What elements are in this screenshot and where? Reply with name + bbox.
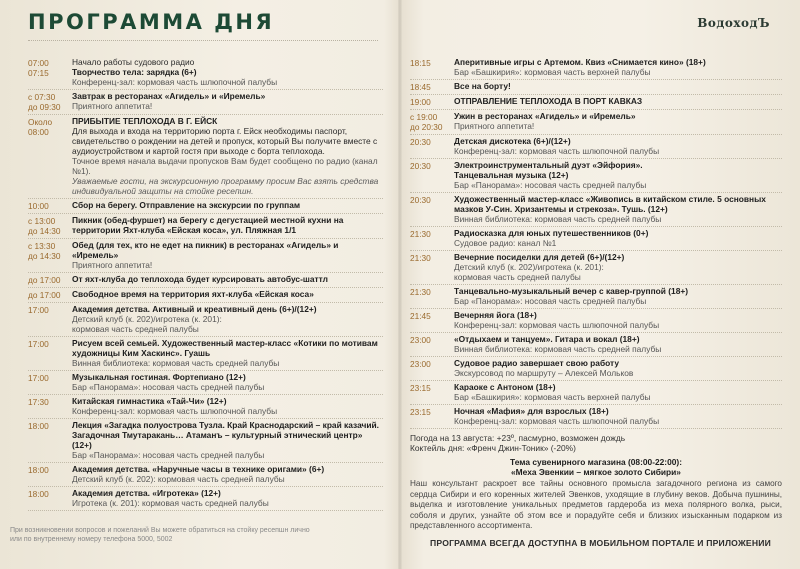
event-body (454, 358, 782, 378)
event-title: Судовое радио завершает свою работу (454, 358, 619, 368)
time-label: 17:00 (28, 339, 49, 349)
event-body (454, 136, 782, 156)
event-body (454, 252, 782, 282)
event-body (72, 240, 383, 270)
event-body (72, 200, 383, 211)
event-time (28, 116, 72, 196)
event-title: Академия детства. «Игротека» (12+) (72, 488, 221, 498)
event-detail: кормовая часть средней палубы (72, 324, 199, 334)
info-block (410, 433, 782, 453)
schedule-row (28, 371, 383, 395)
event-body (72, 304, 383, 334)
event-time (28, 274, 72, 285)
schedule-right-list (410, 56, 782, 429)
event-time (28, 289, 72, 300)
event-title: Радиосказка для юных путешественников (0+) (454, 228, 649, 238)
schedule-row (410, 381, 782, 405)
time-label: 17:00 (28, 305, 49, 315)
event-detail: Детский клуб (к. 202)/игротека (к. 201): (72, 314, 222, 324)
event-detail: Конференц-зал: кормовая часть шлюпочной палубы (454, 146, 660, 156)
event-body (454, 334, 782, 354)
event-time (410, 160, 454, 190)
event-title: Все на борту! (454, 81, 511, 91)
schedule-row (410, 80, 782, 95)
event-body (72, 57, 383, 87)
event-body (72, 488, 383, 508)
event-title: Творчество тела: зарядка (6+) (72, 67, 197, 77)
event-time (28, 200, 72, 211)
time-label: с 07:30 (28, 92, 56, 102)
event-title: Музыкальная гостиная. Фортепиано (12+) (72, 372, 246, 382)
schedule-row (410, 135, 782, 159)
event-body (454, 228, 782, 248)
event-title: Танцевальная музыка (12+) (454, 170, 569, 180)
event-body (72, 464, 383, 484)
time-label: 23:00 (410, 359, 431, 369)
event-detail: Бар «Панорама»: носовая часть средней палубы (72, 382, 265, 392)
event-title: Детская дискотека (6+)/(12+) (454, 136, 571, 146)
cocktail-text: Коктейль дня: «Френч Джин-Тоник» (-20%) (410, 443, 576, 453)
event-title: Свободное время на территория яхт-клуба «Ейская коса» (72, 289, 314, 299)
event-time (410, 96, 454, 107)
time-label: Около (28, 117, 53, 127)
event-title: Пикник (обед-фуршет) на берегу с дегустацией местной кухни на территории Яхт-клуба «Ейская коса», ул. Пляжная 1/1 (72, 215, 344, 235)
event-detail: Начало работы судового радио (72, 57, 195, 67)
schedule-row (28, 56, 383, 90)
time-label: 07:00 (28, 58, 49, 68)
event-title: Вечерняя йога (18+) (454, 310, 537, 320)
event-detail: Судовое радио: канал №1 (454, 238, 557, 248)
time-label: с 13:00 (28, 216, 56, 226)
schedule-right-column (410, 56, 782, 532)
event-time (28, 396, 72, 416)
event-time (28, 372, 72, 392)
event-detail: Бар «Панорама»: носовая часть средней палубы (72, 450, 265, 460)
time-label: 23:15 (410, 383, 431, 393)
time-label: 19:00 (410, 97, 431, 107)
event-time (28, 338, 72, 368)
event-title: Художественный мастер-класс «Живопись в китайском стиле. 5 основных мазков У-Син. Хризантемы и стрекоза». Тушь. (12+) (454, 194, 766, 214)
schedule-row (28, 303, 383, 337)
time-label: 18:45 (410, 82, 431, 92)
time-label: 07:15 (28, 68, 49, 78)
event-title: Академия детства. Активный и креативный день (6+)/(12+) (72, 304, 317, 314)
event-detail: Винная библиотека: кормовая часть средней палубы (454, 214, 662, 224)
event-detail: Точное время начала выдачи пропусков Вам будет сообщено по радио (канал №1). (72, 156, 378, 176)
schedule-row (28, 487, 383, 511)
event-time (410, 286, 454, 306)
event-body (454, 96, 782, 107)
event-title: Электроинструментальный дуэт «Эйфория». (454, 160, 643, 170)
event-detail: Приятного аппетита! (72, 101, 153, 111)
weather-text: Погода на 13 августа: +23º, пасмурно, возможен дождь (410, 433, 626, 443)
event-time (410, 358, 454, 378)
event-time (28, 57, 72, 87)
event-detail: Для выхода и входа на территорию порта г. Ейск необходимы паспорт, свидетельство о рождении на детей и пропуск, который Вы получите вместе с аудиоустройством и картой гостя при выходе с борта теплохода. (72, 126, 378, 156)
event-time (410, 252, 454, 282)
event-title: Сбор на берегу. Отправление на экскурсии по группам (72, 200, 301, 210)
event-time (410, 382, 454, 402)
schedule-row (28, 463, 383, 487)
schedule-row (410, 110, 782, 135)
event-title: ПРИБЫТИЕ ТЕПЛОХОДА В Г. ЕЙСК (72, 116, 218, 126)
schedule-row (410, 193, 782, 227)
event-body (72, 91, 383, 112)
event-detail: Бар «Панорама»: носовая часть средней палубы (454, 296, 647, 306)
event-body (454, 406, 782, 426)
event-time (28, 240, 72, 270)
schedule-row (410, 285, 782, 309)
event-body (72, 289, 383, 300)
time-label: с 19:00 (410, 112, 438, 122)
schedule-row (410, 159, 782, 193)
event-detail: Конференц-зал: кормовая часть шлюпочной палубы (454, 320, 660, 330)
time-label: до 09:30 (28, 102, 61, 112)
event-title: Завтрак в ресторанах «Агидель» и «Иремель» (72, 91, 266, 101)
event-time (410, 334, 454, 354)
event-body (454, 382, 782, 402)
event-title: Рисуем всей семьей. Художественный мастер-класс «Котики по мотивам художницы Ким Хаскинс». Гуашь (72, 338, 378, 358)
time-label: 23:15 (410, 407, 431, 417)
event-time (28, 488, 72, 508)
time-label: 21:30 (410, 253, 431, 263)
event-time (28, 215, 72, 236)
page-fold (398, 0, 402, 569)
schedule-row (410, 95, 782, 110)
event-title: Караоке с Антоном (18+) (454, 382, 556, 392)
event-time (410, 111, 454, 132)
time-label: 21:45 (410, 311, 431, 321)
schedule-row (410, 251, 782, 285)
event-detail: Винная библиотека: кормовая часть средней палубы (72, 358, 280, 368)
event-body (72, 215, 383, 236)
event-body (454, 111, 782, 132)
time-label: с 13:30 (28, 241, 56, 251)
schedule-row (28, 419, 383, 463)
event-title: ОТПРАВЛЕНИЕ ТЕПЛОХОДА В ПОРТ КАВКАЗ (454, 96, 643, 106)
time-label: 18:00 (28, 421, 49, 431)
schedule-row (28, 273, 383, 288)
event-detail: Конференц-зал: кормовая часть шлюпочной палубы (72, 406, 278, 416)
time-label: 17:00 (28, 373, 49, 383)
schedule-row (28, 90, 383, 115)
schedule-row (410, 333, 782, 357)
schedule-row (28, 199, 383, 214)
event-body (72, 420, 383, 460)
event-detail: Детский клуб (к. 202): кормовая часть средней палубы (72, 474, 285, 484)
event-title: Аперитивные игры с Артемом. Квиз «Снимается кино» (18+) (454, 57, 706, 67)
event-title: Ужин в ресторанах «Агидель» и «Иремель» (454, 111, 636, 121)
event-body (72, 274, 383, 285)
event-title: Вечерние посиделки для детей (6+)/(12+) (454, 252, 625, 262)
event-body (72, 372, 383, 392)
time-label: 20:30 (410, 137, 431, 147)
event-detail: Игротека (к. 201): кормовая часть средней палубы (72, 498, 269, 508)
schedule-row (28, 337, 383, 371)
event-title: Танцевально-музыкальный вечер с кавер-группой (18+) (454, 286, 689, 296)
event-time (28, 304, 72, 334)
event-detail: Бар «Башкирия»: кормовая часть верхней палубы (454, 67, 651, 77)
event-time (410, 194, 454, 224)
event-time (28, 420, 72, 460)
schedule-row (410, 405, 782, 429)
schedule-row (410, 357, 782, 381)
event-detail: Винная библиотека: кормовая часть средней палубы (454, 344, 662, 354)
event-time (410, 228, 454, 248)
event-body (454, 194, 782, 224)
event-time (410, 136, 454, 156)
event-title: Китайская гимнастика «Тай-Чи» (12+) (72, 396, 227, 406)
shop-description: Наш консультант раскроет все тайны основного промысла загадочного региона из самого сердца Сибири и его коренных жителей Эвенков, уходящие в глубину веков. Добыча пушнины, выделка и изготовление уникальных предметов гардероба из меха полярного волка, рыси, соболя и других, узнайте об этом все и порадуйте себя и близких изысканным подарком из представленного ассортимента. (410, 479, 782, 530)
title-divider (28, 40, 378, 41)
schedule-row (410, 56, 782, 80)
schedule-row (28, 288, 383, 303)
page-title: ПРОГРАММА ДНЯ (28, 10, 275, 34)
schedule-row (28, 115, 383, 199)
time-label: 20:30 (410, 195, 431, 205)
event-title: Лекция «Загадка полуострова Тузла. Край Краснодарский – край казачий. Загадочная Тмутаракань… Атаманъ – культурный этнический центр» (12+) (72, 420, 380, 450)
event-body (454, 57, 782, 77)
time-label: 10:00 (28, 201, 49, 211)
time-label: 18:00 (28, 489, 49, 499)
event-body (454, 310, 782, 330)
time-label: до 14:30 (28, 226, 61, 236)
event-time (28, 91, 72, 112)
event-time (410, 310, 454, 330)
event-body (454, 81, 782, 92)
event-title: Академия детства. «Наручные часы в технике оригами» (6+) (72, 464, 325, 474)
event-body (72, 396, 383, 416)
event-detail: Приятного аппетита! (72, 260, 153, 270)
shop-theme: «Меха Эвенкии – мягкое золото Сибири» (511, 467, 681, 477)
time-label: 21:30 (410, 287, 431, 297)
schedule-row (28, 214, 383, 239)
event-detail: Экскурсовод по маршруту – Алексей Мольков (454, 368, 634, 378)
schedule-row (410, 309, 782, 333)
time-label: до 17:00 (28, 290, 61, 300)
schedule-left-column (28, 56, 383, 511)
time-label: 08:00 (28, 127, 49, 137)
event-detail: Бар «Башкирия»: кормовая часть верхней палубы (454, 392, 651, 402)
time-label: 21:30 (410, 229, 431, 239)
schedule-row (28, 395, 383, 419)
souvenir-shop-block (410, 457, 782, 532)
time-label: до 20:30 (410, 122, 443, 132)
schedule-row (410, 227, 782, 251)
event-detail: Детский клуб (к. 202)/игротека (к. 201): (454, 262, 604, 272)
event-body (454, 160, 782, 190)
app-availability-note: ПРОГРАММА ВСЕГДА ДОСТУПНА В МОБИЛЬНОМ ПОРТАЛЕ И ПРИЛОЖЕНИИ (430, 538, 771, 548)
event-title: «Отдыхаем и танцуем». Гитара и вокал (18+) (454, 334, 640, 344)
contact-note: При возникновении вопросов и пожеланий Вы можете обратиться на стойку ресепшн лично или по внутреннему номеру телефона 5000, 5002 (10, 527, 310, 543)
brand-logo: ВодоходЪ (697, 16, 770, 30)
schedule-row (28, 239, 383, 273)
time-label: 20:30 (410, 161, 431, 171)
event-detail: кормовая часть средней палубы (454, 272, 581, 282)
event-time (410, 57, 454, 77)
event-title: Ночная «Мафия» для взрослых (18+) (454, 406, 609, 416)
event-detail: Конференц-зал: кормовая часть шлюпочной палубы (454, 416, 660, 426)
time-label: до 14:30 (28, 251, 61, 261)
event-detail: Приятного аппетита! (454, 121, 535, 131)
event-body (72, 116, 383, 196)
event-detail: Конференц-зал: кормовая часть шлюпочной палубы (72, 77, 278, 87)
time-label: 18:15 (410, 58, 431, 68)
event-time (410, 406, 454, 426)
time-label: до 17:00 (28, 275, 61, 285)
time-label: 17:30 (28, 397, 49, 407)
event-body (72, 338, 383, 368)
event-detail: Уважаемые гости, на экскурсионную программу просим Вас взять средства индивидуальной защиты на стойке ресепшн. (72, 176, 379, 196)
event-body (454, 286, 782, 306)
event-time (28, 464, 72, 484)
event-time (410, 81, 454, 92)
time-label: 23:00 (410, 335, 431, 345)
event-detail: Бар «Панорама»: носовая часть средней палубы (454, 180, 647, 190)
time-label: 18:00 (28, 465, 49, 475)
shop-heading: Тема сувенирного магазина (08:00-22:00): (510, 457, 682, 467)
event-title: От яхт-клуба до теплохода будет курсировать автобус-шаттл (72, 274, 328, 284)
event-title: Обед (для тех, кто не едет на пикник) в ресторанах «Агидель» и «Иремель» (72, 240, 339, 260)
